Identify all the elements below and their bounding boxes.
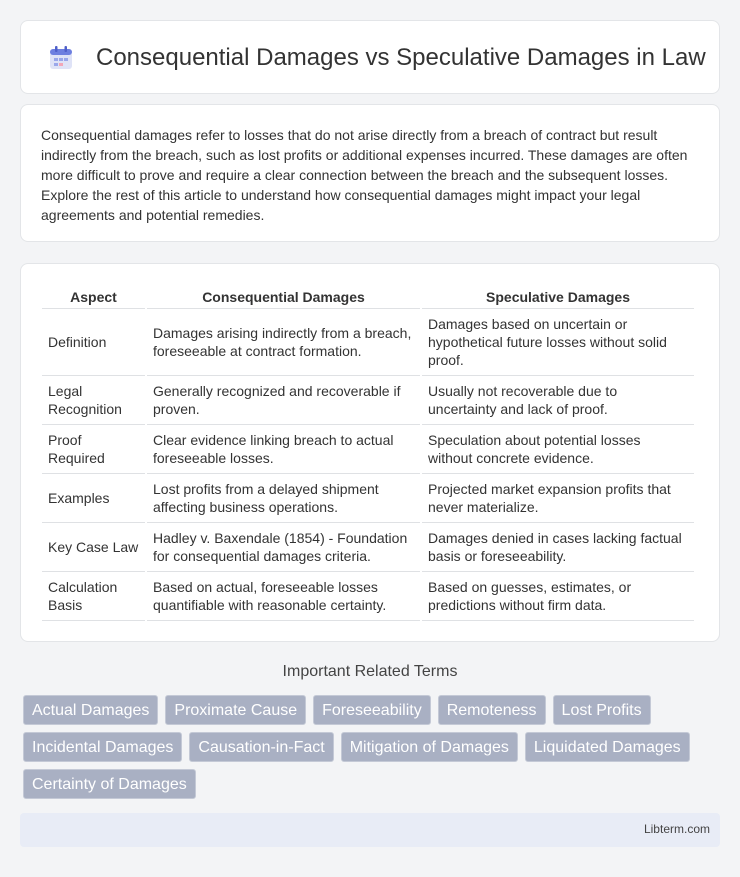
table-cell: Generally recognized and recoverable if proven. [147,376,420,425]
page-title: Consequential Damages vs Speculative Damages in Law [96,44,706,71]
header-consequential: Consequential Damages [147,284,420,309]
table-cell: Definition [42,309,145,376]
intro-card [20,104,720,242]
table-row [42,523,694,572]
comparison-table [40,284,696,621]
table-cell: Legal Recognition [42,376,145,425]
related-terms-title: Important Related Terms [282,663,458,680]
table-cell: Projected market expansion profits that never materialize. [422,474,694,523]
table-cell: Damages based on uncertain or hypothetical future losses without solid proof. [422,309,694,376]
table-row [42,474,694,523]
table-cell: Usually not recoverable due to uncertainty and lack of proof. [422,376,694,425]
table-row [42,425,694,474]
related-term-tag[interactable]: Proximate Cause [165,695,306,725]
related-term-tag[interactable]: Lost Profits [553,695,651,725]
table-row [42,572,694,621]
related-term-tag[interactable]: Causation-in-Fact [189,732,333,762]
table-cell: Damages denied in cases lacking factual basis or foreseeability. [422,523,694,572]
table-header-row [42,284,694,309]
table-cell: Hadley v. Baxendale (1854) - Foundation for consequential damages criteria. [147,523,420,572]
related-term-tag[interactable]: Incidental Damages [23,732,182,762]
calendar-icon [48,45,74,71]
related-term-tag[interactable]: Liquidated Damages [525,732,690,762]
related-term-tag[interactable]: Foreseeability [313,695,431,725]
related-term-tag[interactable]: Remoteness [438,695,546,725]
footer [20,813,720,847]
related-term-tag[interactable]: Certainty of Damages [23,769,196,799]
footer-site-link[interactable]: Libterm.com [643,822,710,836]
table-cell: Lost profits from a delayed shipment affecting business operations. [147,474,420,523]
table-cell: Speculation about potential losses without concrete evidence. [422,425,694,474]
intro-paragraph: Consequential damages refer to losses that do not arise directly from a breach of contract but result indirectly from the breach, such as lost profits or additional expenses incurred. These damages are often more difficult to prove and require a clear connection between the breach and the subsequent losses. Explore the rest of this article to understand how consequential damages might impact your legal agreements and potential remedies. [41,127,688,223]
table-row [42,309,694,376]
table-cell: Based on actual, foreseeable losses quantifiable with reasonable certainty. [147,572,420,621]
header-card [20,20,720,94]
related-term-tag[interactable]: Mitigation of Damages [341,732,518,762]
table-cell: Damages arising indirectly from a breach, foreseeable at contract formation. [147,309,420,376]
table-cell: Examples [42,474,145,523]
header-aspect: Aspect [42,284,145,309]
table-cell: Clear evidence linking breach to actual foreseeable losses. [147,425,420,474]
related-terms-list [23,695,723,799]
related-term-tag[interactable]: Actual Damages [23,695,158,725]
table-cell: Based on guesses, estimates, or predictions without firm data. [422,572,694,621]
table-cell: Calculation Basis [42,572,145,621]
table-cell: Proof Required [42,425,145,474]
header-speculative: Speculative Damages [422,284,694,309]
table-row [42,376,694,425]
table-cell: Key Case Law [42,523,145,572]
comparison-table-card [20,263,720,642]
